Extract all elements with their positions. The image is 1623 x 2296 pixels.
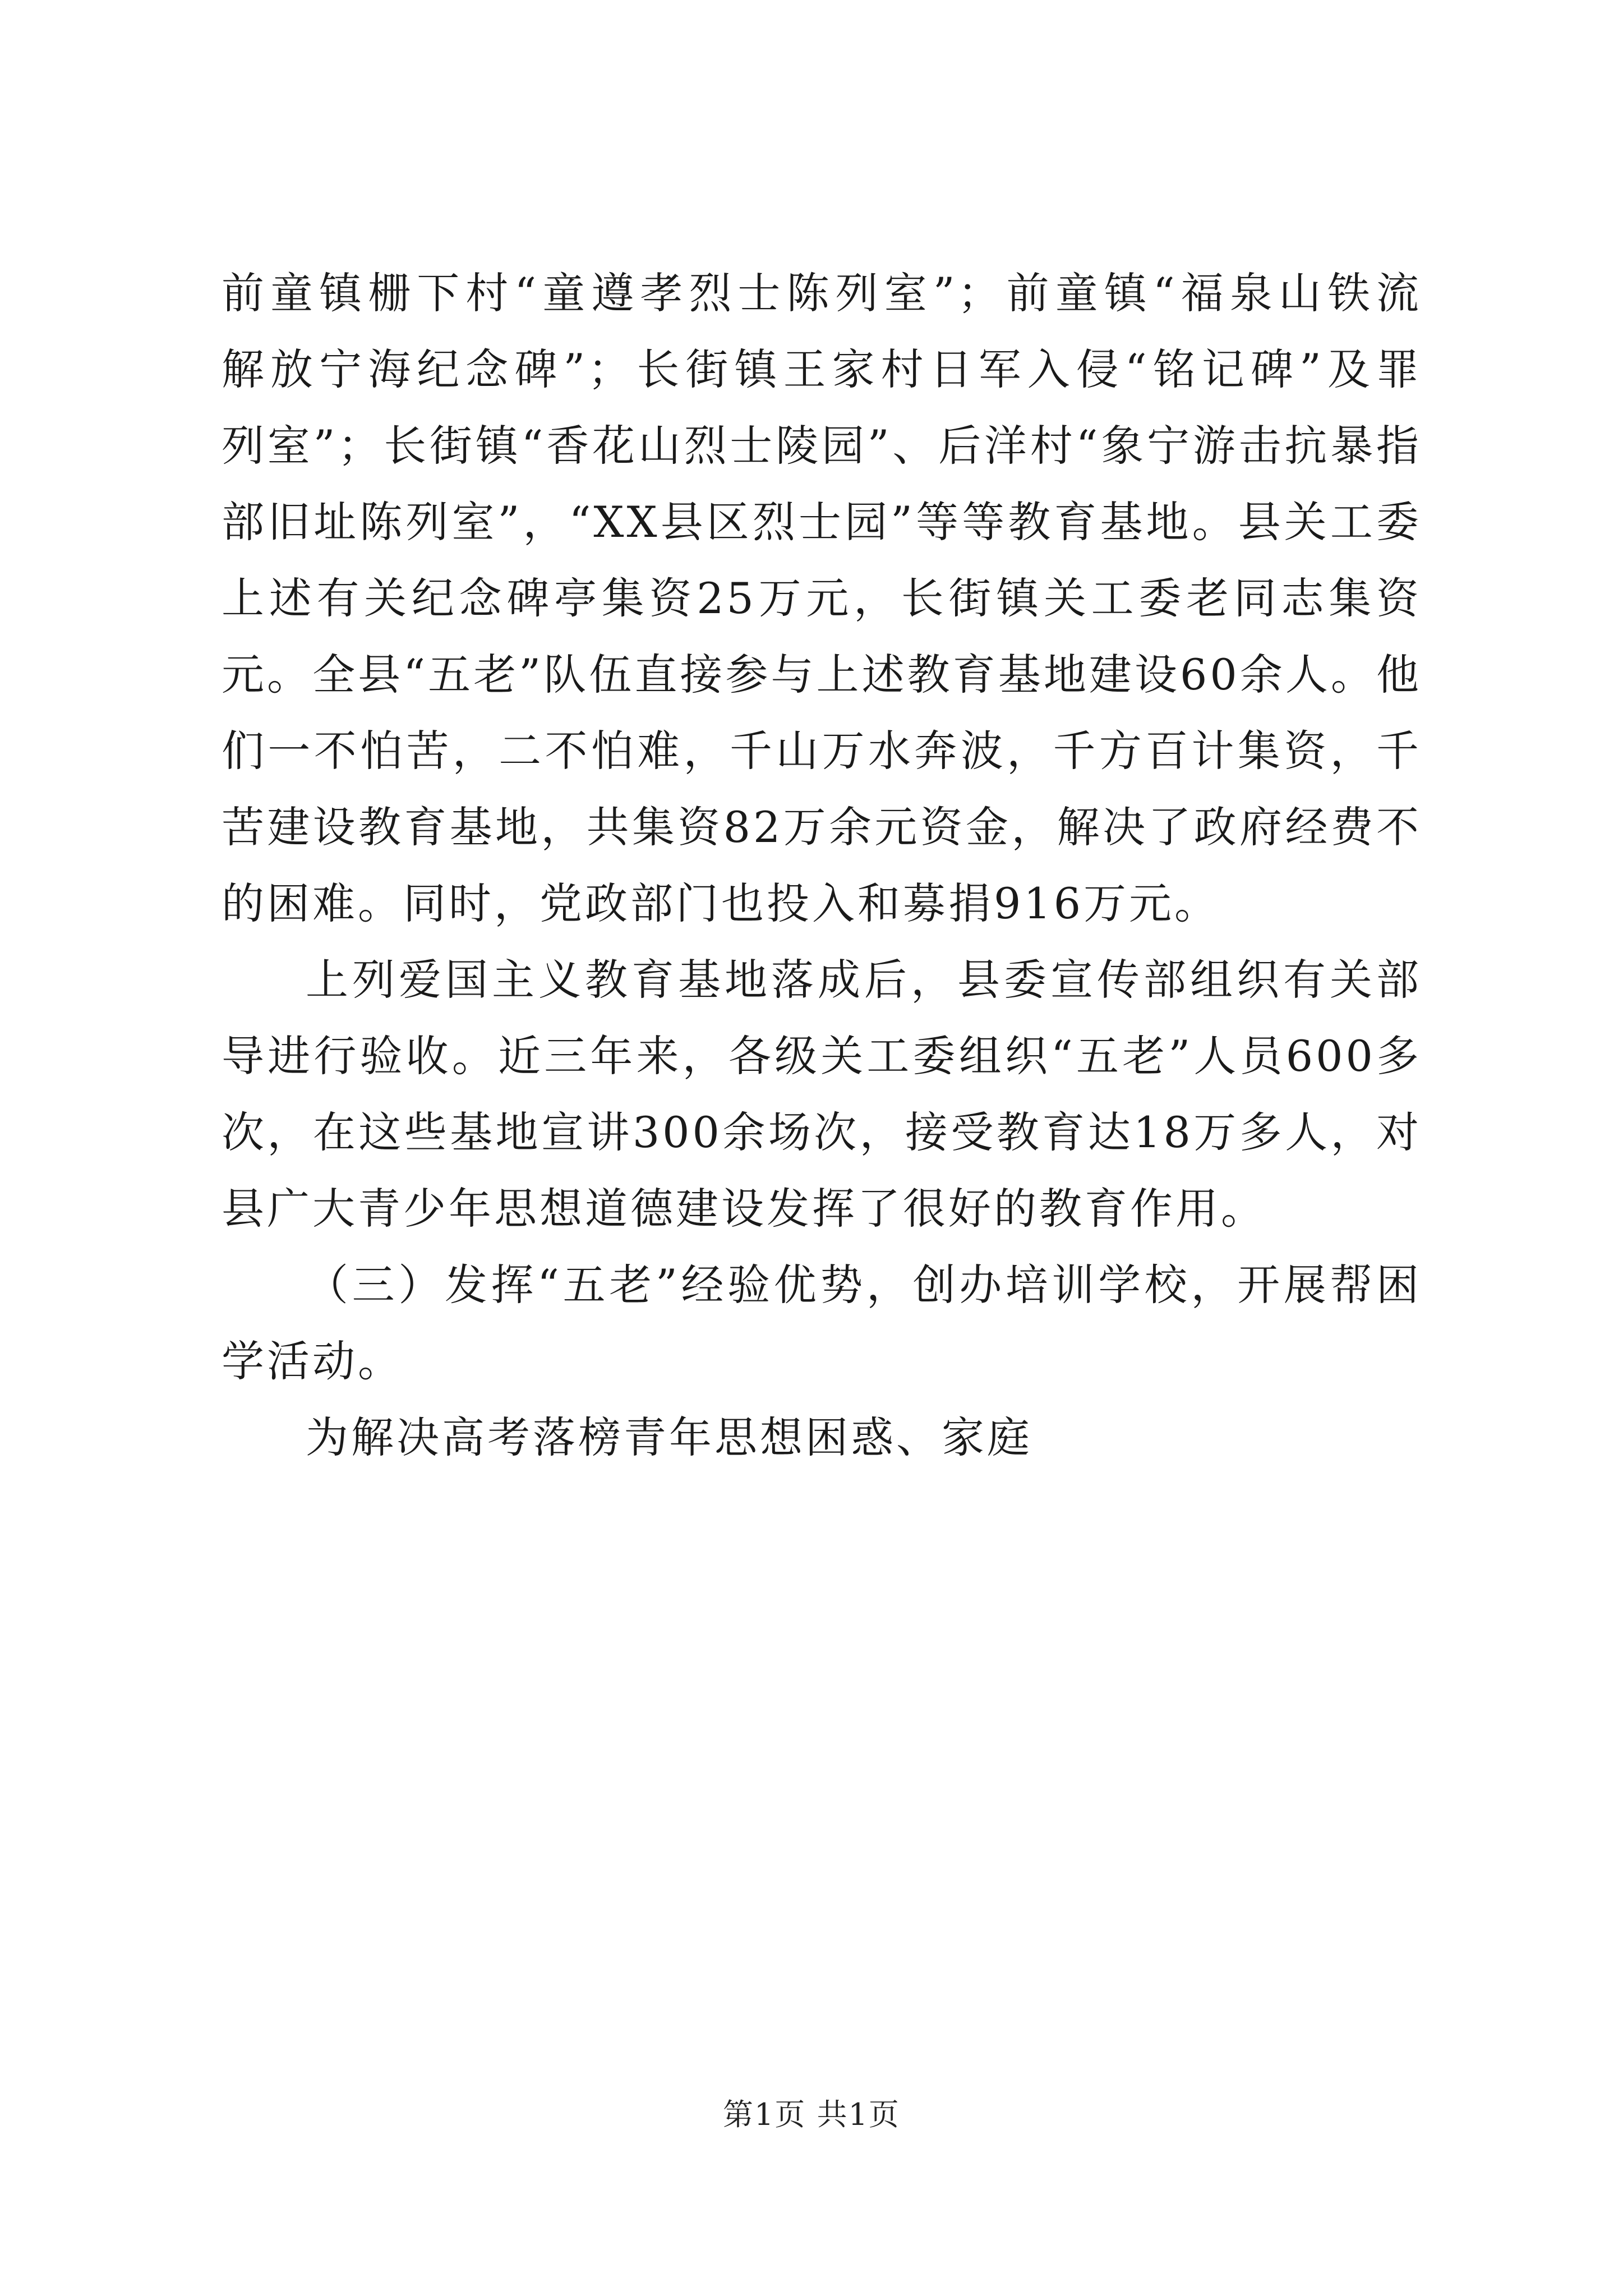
text-line-13: 县广大青少年思想道德建设发挥了很好的教育作用。	[222, 1184, 1266, 1234]
text-line-6: 元。全县“五老”队伍直接参与上述教育基地建设60余人。他	[222, 650, 1422, 700]
text-line-8: 苦建设教育基地，共集资82万余元资金，解决了政府经费不	[222, 802, 1422, 852]
text-line-11: 导进行验收。近三年来，各级关工委组织“五老”人员600多	[222, 1031, 1422, 1081]
text-line-7: 们一不怕苦，二不怕难，千山万水奔波，千方百计集资，千	[222, 726, 1422, 776]
text-line-4: 部旧址陈列室”，“XX县区烈士园”等等教育基地。县关工委	[222, 497, 1422, 547]
page-footer	[0, 2095, 1623, 2134]
text-line-12: 次，在这些基地宣讲300余场次，接受教育达18万多人，对	[222, 1107, 1422, 1157]
document-body	[222, 255, 1422, 1476]
text-line-3: 列室”；长街镇“香花山烈士陵园”、后洋村“象宁游击抗暴指	[222, 421, 1422, 471]
text-line-5: 上述有关纪念碑亭集资25万元，长街镇关工委老同志集资	[222, 573, 1422, 623]
page-number-label: 第1页 共1页	[723, 2097, 900, 2132]
text-line-1: 前童镇栅下村“童遵孝烈士陈列室”；前童镇“福泉山铁流	[222, 268, 1422, 318]
text-line-14: （三）发挥“五老”经验优势，创办培训学校，开展帮困	[306, 1260, 1422, 1310]
text-line-10: 上列爱国主义教育基地落成后，县委宣传部组织有关部	[306, 955, 1422, 1005]
text-line-16: 为解决高考落榜青年思想困惑、家庭	[306, 1412, 1032, 1462]
text-line-2: 解放宁海纪念碑”；长街镇王家村日军入侵“铭记碑”及罪	[222, 344, 1422, 394]
text-line-15: 学活动。	[222, 1336, 403, 1386]
text-line-9: 的困难。同时，党政部门也投入和募捐916万元。	[222, 878, 1220, 928]
